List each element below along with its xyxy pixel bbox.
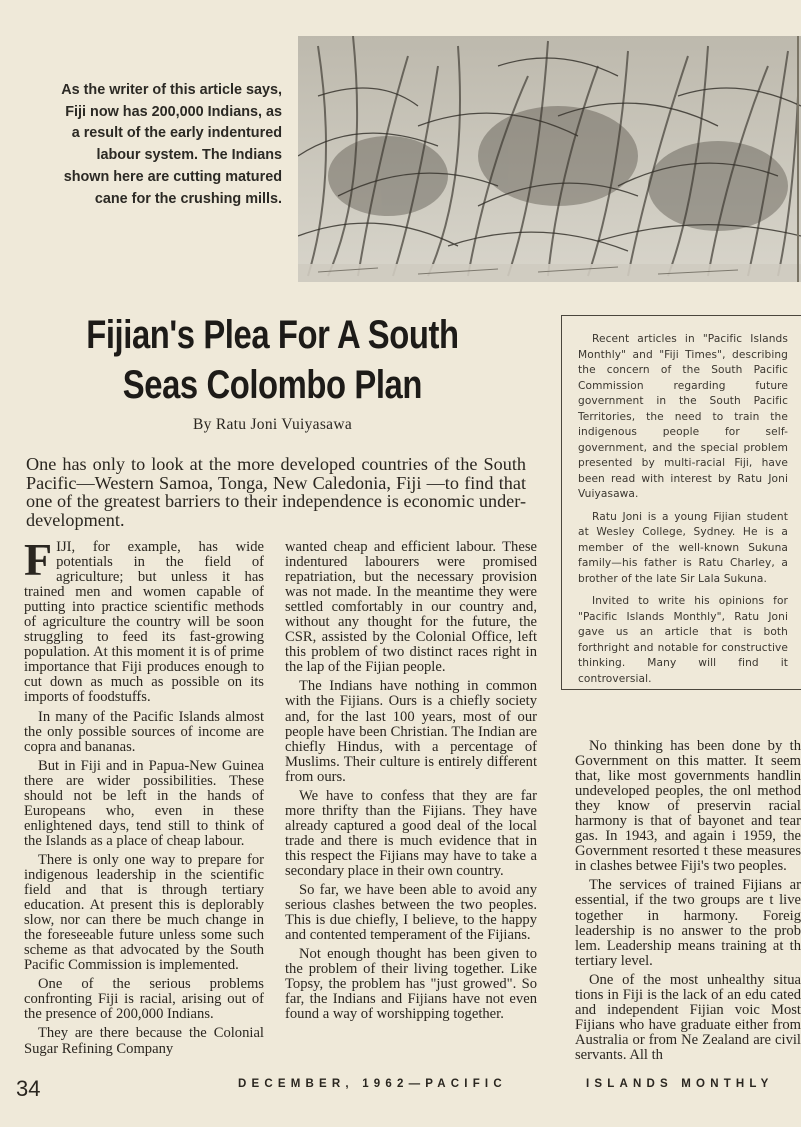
sidebar-text bbox=[578, 332, 788, 694]
footer-issue: DECEMBER, 1962—PACIFIC bbox=[238, 1078, 507, 1090]
body-paragraph: We have to confess that they are far more thrifty than the Fijians. They have already captured a good deal of the local trade and there is much evidence that in this respect the Fijians may have to take a secondary place in their own country. bbox=[285, 787, 537, 879]
sidebar-paragraph: Invited to write his opinions for "Pacific Islands Monthly", Ratu Joni gave us an article that is both forthright and notable for constructive thinking. Many will find it controversial. bbox=[578, 595, 788, 685]
sidebar-paragraph: Recent articles in "Pacific Islands Monthly" and "Fiji Times", describing the concern of the South Pacific Commission regarding future government in the South Pacific Territories, the need to train the indigenous people for self-government, and the special problem presented by multi-racial Fiji, have been read with interest by Ratu Joni Vuiyasawa. bbox=[578, 333, 788, 500]
article-title bbox=[49, 310, 496, 410]
body-paragraph: There is only one way to prepare for indigenous leadership in the scientific field and that is through tertiary education. At present this is deplorably slow, nor can there be much change in the foreseeable future unless some such scheme as that advocated by the South Pacific Commission is implemented. bbox=[24, 851, 264, 974]
body-paragraph: No thinking has been done by th Government on this matter. It seem that, like most governments handlin undeveloped peoples, the onl method they know of preservin racial harmony is that of bayonet and tear gas. In 1943, and again i 1959, the Government resorted t these measures in clashes betwee Fiji's two peoples. bbox=[575, 739, 801, 875]
body-paragraph: So far, we have been able to avoid any serious clashes between the two peoples. This is due chiefly, I believe, to the happy and contented temperament of the Fijians. bbox=[285, 882, 537, 944]
article-title-line-1: Fijian's Plea For A South bbox=[86, 313, 459, 357]
body-paragraph: FIJI, for example, has wide potentials in the field of agriculture; but unless it has trained men and women capable of putting into practice scientific methods of agriculture the country will be soon struggling to feed its fast-growing population. At this moment it is of prime importance that Fiji produces enough to cut down as much as possible on its imports of foodstuffs. bbox=[24, 534, 264, 706]
body-paragraph: One of the serious problems confronting Fiji is racial, arising out of the presence of 200,000 Indians. bbox=[24, 976, 264, 1023]
byline: By Ratu Joni Vuiyasawa bbox=[192, 416, 353, 433]
page-edge-line bbox=[797, 36, 799, 282]
body-paragraph: wanted cheap and efficient labour. These indentured labourers were promised repatriation, but the necessary provision was not made. In the meantime they were settled comfortably in our country and, without any thought for the future, the CSR, assisted by the Colonial Office, left this problem of two distinct races right in the lap of the Fijian people. bbox=[285, 539, 537, 676]
article-title-line-2: Seas Colombo Plan bbox=[122, 363, 423, 407]
footer-publication: ISLANDS MONTHLY bbox=[586, 1078, 774, 1090]
body-column-2 bbox=[285, 540, 537, 1026]
body-paragraph: The Indians have nothing in common with the Fijians. Ours is a chiefly society and, for the last 100 years, most of our people have been Christian. The Indian are chiefly Hindus, with a percentage of Muslims. Their culture is entirely different from ours. bbox=[285, 678, 537, 785]
body-column-1 bbox=[24, 534, 264, 1061]
body-paragraph: But in Fiji and in Papua-New Guinea there are wider possibilities. These should not be left in the hands of Europeans who, even in these enlightened days, tend still to think of the Islands as a place of cheap labour. bbox=[24, 757, 264, 849]
body-paragraph: One of the most unhealthy situa tions in Fiji is the lack of an edu cated and independent Fijian voic Most Fijians who have graduate either from Australia or from Ne Zealand are civil servants. All th bbox=[575, 971, 801, 1063]
sugar-cane-photo bbox=[298, 36, 801, 282]
body-paragraph: The services of trained Fijians ar essential, if the two groups are t live together in harmony. Foreig leadership is no answer to the prob lem. Leadership means training at th tertiary level. bbox=[575, 877, 801, 969]
body-paragraph: Not enough thought has been given to the problem of their living together. Like Topsy, the problem has "just growed". So far, the Indians and Fijians have not even found a way of worshipping together. bbox=[285, 946, 537, 1023]
photo-caption: As the writer of this article says, Fiji now has 200,000 Indians, as a result of the early indentured labour system. The Indians shown here are cutting matured cane for the crushing mills. bbox=[61, 82, 282, 207]
lead-paragraph: One has only to look at the more developed countries of the South Pacific—Western Samoa, Tonga, New Caledonia, Fiji —to find that one of the greatest barriers to their independence is economic under-development. bbox=[26, 454, 526, 530]
sidebar-paragraph: Ratu Joni is a young Fijian student at Wesley College, Sydney. He is a member of the well-known Sukuna family—his father is Ratu Charley, a brother of the late Sir Lala Sukuna. bbox=[578, 510, 788, 585]
body-paragraph: They are there because the Colonial Sugar Refining Company bbox=[24, 1025, 264, 1057]
body-paragraph: In many of the Pacific Islands almost the only possible sources of income are copra and bananas. bbox=[24, 708, 264, 755]
body-column-3 bbox=[575, 739, 801, 1067]
page-number: 34 bbox=[16, 1076, 41, 1101]
drop-cap: F bbox=[24, 534, 53, 585]
